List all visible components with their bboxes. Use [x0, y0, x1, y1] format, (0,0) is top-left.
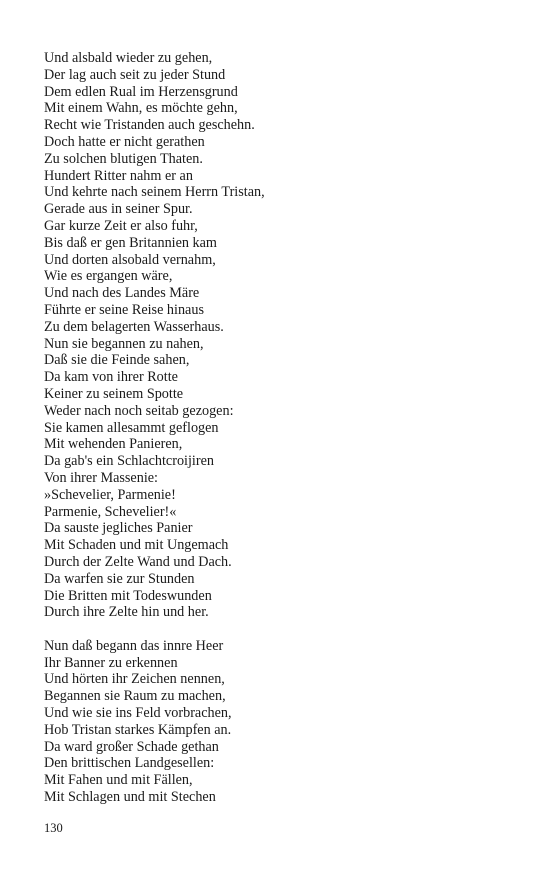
verse-line: Daß sie die Feinde sahen,	[44, 352, 190, 369]
verse-line: Mit einem Wahn, es möchte gehn,	[44, 100, 238, 117]
poem-body	[44, 50, 514, 806]
verse-line: Sie kamen allesammt geflogen	[44, 419, 219, 436]
verse-line: Wie es ergangen wäre,	[44, 268, 173, 285]
stanza-1	[44, 50, 514, 621]
verse-line: Nun sie begannen zu nahen,	[44, 335, 204, 352]
verse-line: Nun daß begann das innre Heer	[44, 637, 224, 654]
verse-line: Und dorten alsobald vernahm,	[44, 251, 216, 268]
verse-line: Die Britten mit Todeswunden	[44, 587, 212, 604]
verse-line: Begannen sie Raum zu machen,	[44, 688, 226, 705]
verse-line: Zu solchen blutigen Thaten.	[44, 150, 203, 167]
verse-line: Mit Schaden und mit Ungemach	[44, 537, 229, 554]
verse-line: Den brittischen Landgesellen:	[44, 755, 215, 772]
verse-line: Parmenie, Schevelier!«	[44, 503, 177, 520]
verse-line: Da warfen sie zur Stunden	[44, 570, 195, 587]
verse-line: Gar kurze Zeit er also fuhr,	[44, 217, 198, 234]
verse-line: Zu dem belagerten Wasserhaus.	[44, 318, 224, 335]
verse-line: Führte er seine Reise hinaus	[44, 301, 204, 318]
verse-line: Der lag auch seit zu jeder Stund	[44, 66, 226, 83]
verse-line: Recht wie Tristanden auch geschehn.	[44, 117, 255, 134]
verse-line: Keiner zu seinem Spotte	[44, 385, 184, 402]
verse-line: Durch ihre Zelte hin und her.	[44, 604, 209, 621]
verse-line: Bis daß er gen Britannien kam	[44, 234, 217, 251]
verse-line: »Schevelier, Parmenie!	[44, 486, 176, 503]
verse-line: Weder nach noch seitab gezogen:	[44, 402, 234, 419]
verse-line: Da gab's ein Schlachtcroijiren	[44, 453, 214, 470]
verse-line: Dem edlen Rual im Herzensgrund	[44, 83, 238, 100]
verse-line: Ihr Banner zu erkennen	[44, 654, 178, 671]
verse-line: Da kam von ihrer Rotte	[44, 369, 178, 386]
verse-line: Von ihrer Massenie:	[44, 469, 159, 486]
verse-line: Und hörten ihr Zeichen nennen,	[44, 671, 225, 688]
verse-line: Und kehrte nach seinem Herrn Tristan,	[44, 184, 265, 201]
verse-line: Mit wehenden Panieren,	[44, 436, 183, 453]
page-number: 130	[44, 821, 63, 835]
verse-line: Mit Schlagen und mit Stechen	[44, 789, 216, 806]
verse-line: Und wie sie ins Feld vorbrachen,	[44, 705, 232, 722]
verse-line: Da sauste jegliches Panier	[44, 520, 193, 537]
verse-line: Hob Tristan starkes Kämpfen an.	[44, 721, 232, 738]
verse-line: Und nach des Landes Märe	[44, 285, 200, 302]
verse-line: Doch hatte er nicht gerathen	[44, 133, 205, 150]
stanza-2	[44, 638, 514, 806]
verse-line: Gerade aus in seiner Spur.	[44, 201, 193, 218]
verse-line: Da ward großer Schade gethan	[44, 738, 219, 755]
verse-line: Mit Fahen und mit Fällen,	[44, 772, 193, 789]
verse-line: Und alsbald wieder zu gehen,	[44, 50, 213, 66]
verse-line: Hundert Ritter nahm er an	[44, 167, 193, 184]
verse-line: Durch der Zelte Wand und Dach.	[44, 553, 232, 570]
